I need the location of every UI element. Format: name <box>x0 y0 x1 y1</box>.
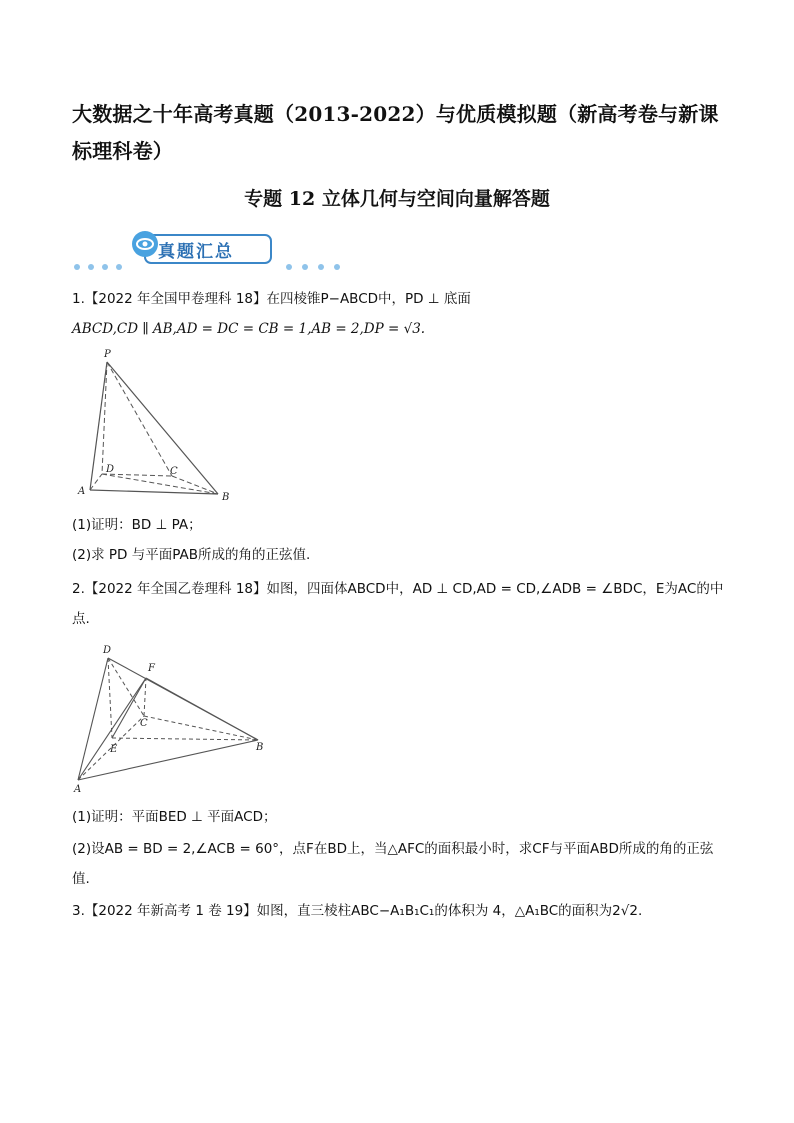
edge-de <box>108 658 112 738</box>
q1-pyramid-figure <box>72 346 242 506</box>
section-banner <box>72 226 362 274</box>
banner-dot <box>286 264 292 270</box>
banner-dot <box>318 264 324 270</box>
edge-cf <box>144 678 146 716</box>
vertex-label: C <box>170 466 178 477</box>
q1-statement-line1: 1.【2022 年全国甲卷理科 18】在四棱锥P−ABCD中，PD ⊥ 底面 <box>72 291 471 307</box>
q2-statement-line1: 2.【2022 年全国乙卷理科 18】如图，四面体ABCD中，AD ⊥ CD,AD = CD,∠ADB = ∠BDC，E为AC的中 <box>72 581 724 597</box>
vertex-label: A <box>78 486 86 497</box>
q2-part1: (1)证明：平面BED ⊥ 平面ACD； <box>72 809 277 825</box>
banner-dot <box>334 264 340 270</box>
edge-fb <box>146 678 258 740</box>
q2-tetrahedron-figure <box>70 640 270 796</box>
document-title: 大数据之十年高考真题（2013-2022）与优质模拟题（新高考卷与新课标理科卷） <box>72 102 719 163</box>
vertex-label: P <box>104 349 111 360</box>
edge-pc <box>107 362 172 476</box>
edge-ab <box>78 740 258 780</box>
q1-part1: (1)证明：BD ⊥ PA； <box>72 517 202 533</box>
q1-part2: (2)求 PD 与平面PAB所成的角的正弦值. <box>72 547 311 563</box>
vertex-label: B <box>222 492 230 503</box>
q3-statement-line1: 3.【2022 年新高考 1 卷 19】如图，直三棱柱ABC−A₁B₁C₁的体积为 4，△A₁BC的面积为2√2. <box>72 903 643 919</box>
eye-icon <box>132 231 158 257</box>
q2-part2-line2: 值. <box>72 871 90 887</box>
topic-subtitle: 专题 12 立体几何与空间向量解答题 <box>244 188 550 210</box>
q2-statement-line2: 点. <box>72 611 90 627</box>
vertex-label: F <box>148 663 155 674</box>
edge-pb <box>107 362 218 494</box>
edge-da <box>78 658 108 780</box>
banner-dot <box>74 264 80 270</box>
q1-statement-line2: ABCD,CD ∥ AB,AD = DC = CB = 1,AB = 2,DP = √3. <box>72 321 426 337</box>
vertex-label: E <box>110 744 118 755</box>
banner-dot <box>88 264 94 270</box>
vertex-label: B <box>256 742 264 753</box>
q2-part2-line1: (2)设AB = BD = 2,∠ACB = 60°，点F在BD上，当△AFC的面积最小时，求CF与平面ABD所成的角的正弦 <box>72 841 714 857</box>
vertex-label: A <box>74 784 82 795</box>
vertex-label: C <box>140 718 148 729</box>
edge-ef <box>112 678 146 738</box>
vertex-label: D <box>103 645 112 656</box>
banner-dot <box>302 264 308 270</box>
edge-eb <box>112 738 258 740</box>
banner-dot <box>116 264 122 270</box>
banner-label: 真题汇总 <box>158 242 234 262</box>
edge-cb <box>144 716 258 740</box>
vertex-label: D <box>106 464 115 475</box>
banner-dot <box>102 264 108 270</box>
